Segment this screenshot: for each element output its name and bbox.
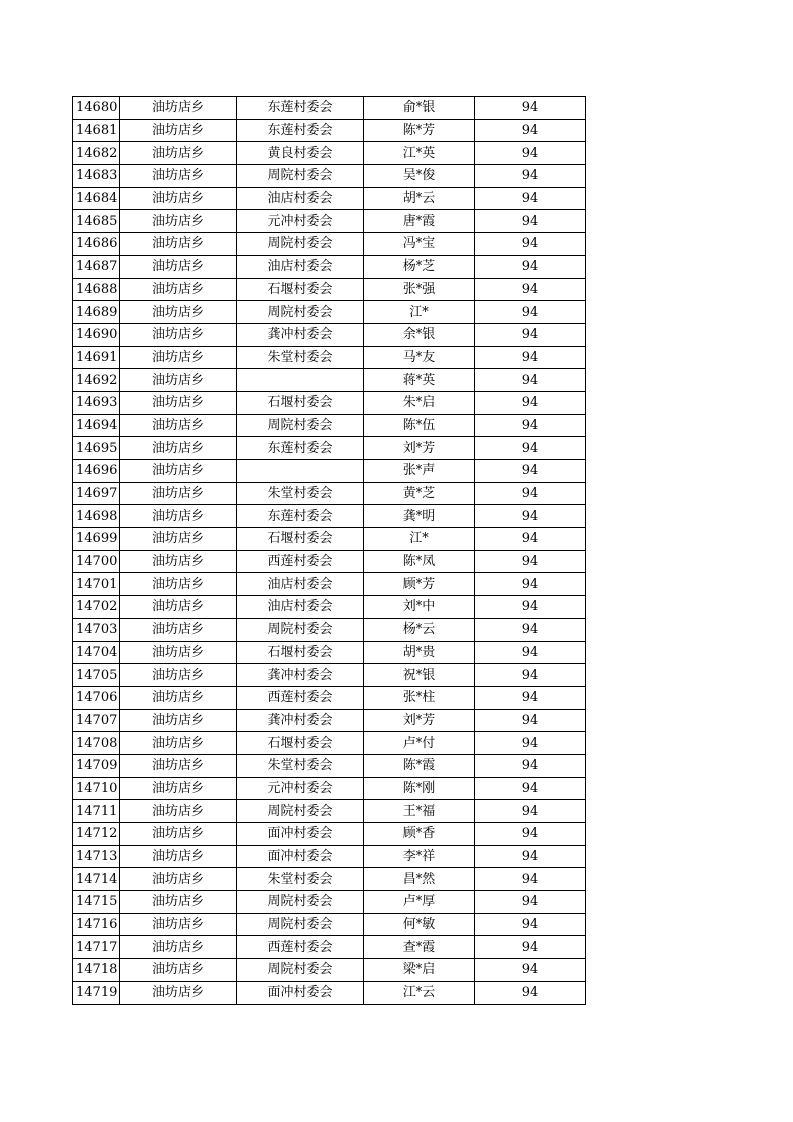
township-cell: 油坊店乡 — [120, 777, 237, 800]
table-row — [73, 414, 586, 437]
row-number-cell: 14682 — [73, 142, 120, 165]
township-cell: 油坊店乡 — [120, 187, 237, 210]
person-name-cell: 黄*芝 — [364, 482, 475, 505]
township-cell: 油坊店乡 — [120, 119, 237, 142]
table-row — [73, 754, 586, 777]
village-committee-cell: 油店村委会 — [237, 187, 364, 210]
score-cell: 94 — [475, 641, 586, 664]
village-committee-cell: 朱堂村委会 — [237, 482, 364, 505]
table-row — [73, 823, 586, 846]
person-name-cell: 陈*伍 — [364, 414, 475, 437]
score-cell: 94 — [475, 891, 586, 914]
table-row — [73, 913, 586, 936]
score-cell: 94 — [475, 868, 586, 891]
score-cell: 94 — [475, 278, 586, 301]
score-cell: 94 — [475, 142, 586, 165]
township-cell: 油坊店乡 — [120, 800, 237, 823]
row-number-cell: 14707 — [73, 709, 120, 732]
person-name-cell: 陈*刚 — [364, 777, 475, 800]
table-row — [73, 255, 586, 278]
row-number-cell: 14698 — [73, 505, 120, 528]
person-name-cell: 卢*厚 — [364, 891, 475, 914]
score-cell: 94 — [475, 913, 586, 936]
person-name-cell: 江*云 — [364, 981, 475, 1004]
village-committee-cell: 周院村委会 — [237, 959, 364, 982]
village-committee-cell: 周院村委会 — [237, 301, 364, 324]
village-committee-cell: 石堰村委会 — [237, 391, 364, 414]
score-cell: 94 — [475, 936, 586, 959]
table-row — [73, 505, 586, 528]
person-name-cell: 张*声 — [364, 460, 475, 483]
person-name-cell: 冯*宝 — [364, 233, 475, 256]
score-cell: 94 — [475, 255, 586, 278]
score-cell: 94 — [475, 686, 586, 709]
township-cell: 油坊店乡 — [120, 142, 237, 165]
score-cell: 94 — [475, 845, 586, 868]
table-row — [73, 323, 586, 346]
row-number-cell: 14691 — [73, 346, 120, 369]
table-row — [73, 142, 586, 165]
township-cell: 油坊店乡 — [120, 868, 237, 891]
village-committee-cell: 西莲村委会 — [237, 686, 364, 709]
score-cell: 94 — [475, 119, 586, 142]
village-committee-cell: 周院村委会 — [237, 800, 364, 823]
person-name-cell: 马*友 — [364, 346, 475, 369]
row-number-cell: 14702 — [73, 596, 120, 619]
village-committee-cell: 朱堂村委会 — [237, 346, 364, 369]
person-name-cell: 蒋*英 — [364, 369, 475, 392]
village-committee-cell: 面冲村委会 — [237, 845, 364, 868]
village-committee-cell: 东莲村委会 — [237, 437, 364, 460]
score-cell: 94 — [475, 414, 586, 437]
row-number-cell: 14699 — [73, 528, 120, 551]
score-cell: 94 — [475, 596, 586, 619]
person-name-cell: 江*英 — [364, 142, 475, 165]
table-row — [73, 346, 586, 369]
person-name-cell: 刘*芳 — [364, 437, 475, 460]
table-row — [73, 550, 586, 573]
township-cell: 油坊店乡 — [120, 437, 237, 460]
township-cell: 油坊店乡 — [120, 596, 237, 619]
row-number-cell: 14697 — [73, 482, 120, 505]
table-row — [73, 460, 586, 483]
village-committee-cell: 油店村委会 — [237, 596, 364, 619]
village-committee-cell: 东莲村委会 — [237, 505, 364, 528]
score-cell: 94 — [475, 528, 586, 551]
village-committee-cell: 黄良村委会 — [237, 142, 364, 165]
township-cell: 油坊店乡 — [120, 732, 237, 755]
village-committee-cell: 东莲村委会 — [237, 97, 364, 120]
township-cell: 油坊店乡 — [120, 641, 237, 664]
table-row — [73, 868, 586, 891]
table-row — [73, 709, 586, 732]
table-row — [73, 959, 586, 982]
score-cell: 94 — [475, 323, 586, 346]
village-committee-cell: 石堰村委会 — [237, 732, 364, 755]
score-cell: 94 — [475, 482, 586, 505]
score-cell: 94 — [475, 391, 586, 414]
village-committee-cell: 周院村委会 — [237, 913, 364, 936]
person-name-cell: 卢*付 — [364, 732, 475, 755]
row-number-cell: 14686 — [73, 233, 120, 256]
township-cell: 油坊店乡 — [120, 323, 237, 346]
village-committee-cell: 龚冲村委会 — [237, 709, 364, 732]
score-cell: 94 — [475, 823, 586, 846]
table-row — [73, 596, 586, 619]
village-committee-cell: 元冲村委会 — [237, 777, 364, 800]
person-name-cell: 何*敏 — [364, 913, 475, 936]
village-committee-cell: 西莲村委会 — [237, 550, 364, 573]
row-number-cell: 14704 — [73, 641, 120, 664]
row-number-cell: 14718 — [73, 959, 120, 982]
person-name-cell: 陈*芳 — [364, 119, 475, 142]
row-number-cell: 14712 — [73, 823, 120, 846]
table-row — [73, 777, 586, 800]
township-cell: 油坊店乡 — [120, 97, 237, 120]
township-cell: 油坊店乡 — [120, 686, 237, 709]
row-number-cell: 14716 — [73, 913, 120, 936]
score-cell: 94 — [475, 187, 586, 210]
table-row — [73, 528, 586, 551]
township-cell: 油坊店乡 — [120, 255, 237, 278]
score-cell: 94 — [475, 505, 586, 528]
village-committee-cell: 面冲村委会 — [237, 981, 364, 1004]
township-cell: 油坊店乡 — [120, 550, 237, 573]
score-cell: 94 — [475, 460, 586, 483]
table-row — [73, 686, 586, 709]
village-committee-cell: 石堰村委会 — [237, 528, 364, 551]
score-cell: 94 — [475, 709, 586, 732]
person-name-cell: 梁*启 — [364, 959, 475, 982]
table-row — [73, 936, 586, 959]
row-number-cell: 14711 — [73, 800, 120, 823]
table-row — [73, 119, 586, 142]
village-committee-cell: 石堰村委会 — [237, 278, 364, 301]
township-cell: 油坊店乡 — [120, 981, 237, 1004]
score-cell: 94 — [475, 618, 586, 641]
person-name-cell: 祝*银 — [364, 664, 475, 687]
row-number-cell: 14700 — [73, 550, 120, 573]
township-cell: 油坊店乡 — [120, 754, 237, 777]
table-row — [73, 369, 586, 392]
village-committee-cell: 东莲村委会 — [237, 119, 364, 142]
township-cell: 油坊店乡 — [120, 823, 237, 846]
person-name-cell: 刘*中 — [364, 596, 475, 619]
village-committee-cell: 周院村委会 — [237, 233, 364, 256]
row-number-cell: 14684 — [73, 187, 120, 210]
township-cell: 油坊店乡 — [120, 664, 237, 687]
village-committee-cell: 周院村委会 — [237, 414, 364, 437]
score-cell: 94 — [475, 437, 586, 460]
person-name-cell: 余*银 — [364, 323, 475, 346]
person-name-cell: 李*祥 — [364, 845, 475, 868]
row-number-cell: 14705 — [73, 664, 120, 687]
person-name-cell: 杨*云 — [364, 618, 475, 641]
village-committee-cell: 周院村委会 — [237, 165, 364, 188]
person-name-cell: 张*强 — [364, 278, 475, 301]
township-cell: 油坊店乡 — [120, 913, 237, 936]
data-table — [72, 96, 586, 1005]
table-row — [73, 800, 586, 823]
person-name-cell: 朱*启 — [364, 391, 475, 414]
township-cell: 油坊店乡 — [120, 460, 237, 483]
row-number-cell: 14688 — [73, 278, 120, 301]
score-cell: 94 — [475, 959, 586, 982]
person-name-cell: 江* — [364, 528, 475, 551]
score-cell: 94 — [475, 754, 586, 777]
township-cell: 油坊店乡 — [120, 573, 237, 596]
person-name-cell: 吴*俊 — [364, 165, 475, 188]
table-row — [73, 437, 586, 460]
score-cell: 94 — [475, 664, 586, 687]
village-committee-cell: 周院村委会 — [237, 618, 364, 641]
row-number-cell: 14687 — [73, 255, 120, 278]
row-number-cell: 14714 — [73, 868, 120, 891]
score-cell: 94 — [475, 165, 586, 188]
township-cell: 油坊店乡 — [120, 482, 237, 505]
person-name-cell: 杨*芝 — [364, 255, 475, 278]
person-name-cell: 昌*然 — [364, 868, 475, 891]
table-row — [73, 165, 586, 188]
row-number-cell: 14708 — [73, 732, 120, 755]
person-name-cell: 胡*贵 — [364, 641, 475, 664]
row-number-cell: 14683 — [73, 165, 120, 188]
village-committee-cell: 面冲村委会 — [237, 823, 364, 846]
table-row — [73, 618, 586, 641]
table-row — [73, 187, 586, 210]
table-row — [73, 891, 586, 914]
person-name-cell: 王*福 — [364, 800, 475, 823]
township-cell: 油坊店乡 — [120, 709, 237, 732]
person-name-cell: 唐*霞 — [364, 210, 475, 233]
township-cell: 油坊店乡 — [120, 369, 237, 392]
village-committee-cell: 朱堂村委会 — [237, 754, 364, 777]
score-cell: 94 — [475, 233, 586, 256]
township-cell: 油坊店乡 — [120, 346, 237, 369]
person-name-cell: 顾*香 — [364, 823, 475, 846]
score-cell: 94 — [475, 346, 586, 369]
township-cell: 油坊店乡 — [120, 414, 237, 437]
village-committee-cell: 龚冲村委会 — [237, 323, 364, 346]
row-number-cell: 14695 — [73, 437, 120, 460]
village-committee-cell: 元冲村委会 — [237, 210, 364, 233]
person-name-cell: 江* — [364, 301, 475, 324]
person-name-cell: 刘*芳 — [364, 709, 475, 732]
village-committee-cell: 油店村委会 — [237, 255, 364, 278]
row-number-cell: 14719 — [73, 981, 120, 1004]
township-cell: 油坊店乡 — [120, 391, 237, 414]
table-row — [73, 664, 586, 687]
table-row — [73, 845, 586, 868]
row-number-cell: 14689 — [73, 301, 120, 324]
township-cell: 油坊店乡 — [120, 528, 237, 551]
table-body — [73, 97, 586, 1005]
township-cell: 油坊店乡 — [120, 210, 237, 233]
table-row — [73, 573, 586, 596]
village-committee-cell: 朱堂村委会 — [237, 868, 364, 891]
township-cell: 油坊店乡 — [120, 959, 237, 982]
table-row — [73, 278, 586, 301]
township-cell: 油坊店乡 — [120, 301, 237, 324]
table-row — [73, 233, 586, 256]
score-cell: 94 — [475, 97, 586, 120]
row-number-cell: 14715 — [73, 891, 120, 914]
village-committee-cell — [237, 460, 364, 483]
score-cell: 94 — [475, 981, 586, 1004]
row-number-cell: 14692 — [73, 369, 120, 392]
row-number-cell: 14706 — [73, 686, 120, 709]
score-cell: 94 — [475, 732, 586, 755]
village-committee-cell: 龚冲村委会 — [237, 664, 364, 687]
score-cell: 94 — [475, 573, 586, 596]
village-committee-cell: 周院村委会 — [237, 891, 364, 914]
score-cell: 94 — [475, 550, 586, 573]
person-name-cell: 陈*霞 — [364, 754, 475, 777]
score-cell: 94 — [475, 210, 586, 233]
row-number-cell: 14701 — [73, 573, 120, 596]
township-cell: 油坊店乡 — [120, 618, 237, 641]
row-number-cell: 14710 — [73, 777, 120, 800]
score-cell: 94 — [475, 800, 586, 823]
township-cell: 油坊店乡 — [120, 233, 237, 256]
person-name-cell: 陈*凤 — [364, 550, 475, 573]
village-committee-cell: 油店村委会 — [237, 573, 364, 596]
table-row — [73, 732, 586, 755]
township-cell: 油坊店乡 — [120, 505, 237, 528]
score-cell: 94 — [475, 301, 586, 324]
township-cell: 油坊店乡 — [120, 165, 237, 188]
row-number-cell: 14713 — [73, 845, 120, 868]
table-row — [73, 97, 586, 120]
table-row — [73, 210, 586, 233]
row-number-cell: 14693 — [73, 391, 120, 414]
township-cell: 油坊店乡 — [120, 936, 237, 959]
person-name-cell: 张*柱 — [364, 686, 475, 709]
row-number-cell: 14709 — [73, 754, 120, 777]
table-row — [73, 981, 586, 1004]
row-number-cell: 14717 — [73, 936, 120, 959]
township-cell: 油坊店乡 — [120, 891, 237, 914]
row-number-cell: 14681 — [73, 119, 120, 142]
village-committee-cell — [237, 369, 364, 392]
person-name-cell: 胡*云 — [364, 187, 475, 210]
table-row — [73, 641, 586, 664]
table-row — [73, 391, 586, 414]
row-number-cell: 14690 — [73, 323, 120, 346]
person-name-cell: 顾*芳 — [364, 573, 475, 596]
table-row — [73, 301, 586, 324]
person-name-cell: 龚*明 — [364, 505, 475, 528]
person-name-cell: 俞*银 — [364, 97, 475, 120]
row-number-cell: 14703 — [73, 618, 120, 641]
township-cell: 油坊店乡 — [120, 845, 237, 868]
row-number-cell: 14680 — [73, 97, 120, 120]
township-cell: 油坊店乡 — [120, 278, 237, 301]
score-cell: 94 — [475, 777, 586, 800]
row-number-cell: 14696 — [73, 460, 120, 483]
row-number-cell: 14685 — [73, 210, 120, 233]
row-number-cell: 14694 — [73, 414, 120, 437]
village-committee-cell: 石堰村委会 — [237, 641, 364, 664]
score-cell: 94 — [475, 369, 586, 392]
village-committee-cell: 西莲村委会 — [237, 936, 364, 959]
table-row — [73, 482, 586, 505]
person-name-cell: 查*霞 — [364, 936, 475, 959]
